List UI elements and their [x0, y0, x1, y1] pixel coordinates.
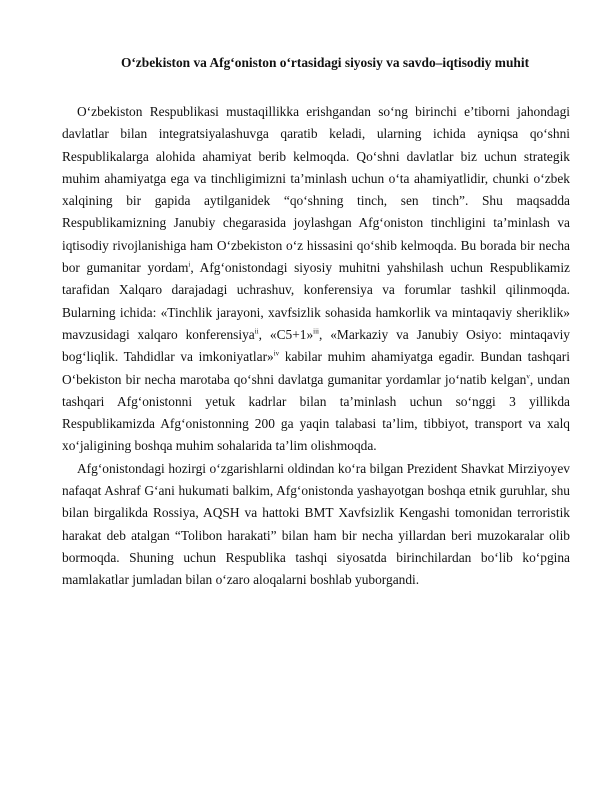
- paragraph-2: Afg‘onistondagi hozirgi o‘zgarishlarni oldindan ko‘ra bilgan Prezident Shavkat Mirziyoyev nafaqat Ashraf G‘ani hukumati balkim, Afg‘onistonda yashayotgan boshqa etnik guruhlar, shu bilan birgalikda Rossiya, AQSH va hattoki BMT Xavfsizlik Kengashi tomonidan terroristik harakat deb atalgan “Tolibon harakati” bilan ham bir necha yillardan beri muzokaralar olib bormoqda. Shuning uchun Respublika tashqi siyosatda birinchilardan bo‘lib ko‘pgina mamlakatlar jumladan bilan o‘zaro aloqalarni boshlab yuborgandi.: [62, 460, 570, 588]
- footnote-ref-5[interactable]: v: [526, 372, 530, 381]
- footnote-ref-4[interactable]: iv: [273, 349, 280, 358]
- paragraph-1-text-3: , «C5+1»: [258, 326, 314, 342]
- footnote-ref-1[interactable]: i: [188, 260, 191, 269]
- footnote-ref-3[interactable]: iii: [313, 327, 319, 336]
- paragraph-1-text-2: , Afg‘onistondagi siyosiy muhitni yahshilash uchun Respublikamiz tarafidan Xalqaro darajadagi uchrashuv, konferensiya va forumlar tashkil qilinmoqda. Bularning ichida: «Tinchlik jarayoni, xavfsizlik sohasida hamkorlik va mintaqaviy sheriklik» mavzusidagi xalqaro konferensiya: [62, 260, 570, 342]
- paragraph-1-text-5: kabilar muhim ahamiyatga egadir. Bundan tashqari O‘bekiston bir necha marotaba qo‘shni davlatga gumanitar yordamlar jo‘natib kelgan: [62, 349, 570, 387]
- paragraph-1-text-6: , undan tashqari Afg‘onistonni yetuk kadrlar bilan ta’minlash uchun so‘nggi 3 yillikda Respublikamizda Afg‘onistonning 200 ga yaqin talabasi ta’lim, tibbiyot, transport va xalq xo‘jaligining boshqa muhim sohalarida ta’lim olishmoqda.: [62, 371, 570, 454]
- paragraph-1: [62, 101, 570, 458]
- paragraph-1-text-1: O‘zbekiston Respublikasi mustaqillikka erishgandan so‘ng birinchi e’tiborni jahondagi davlatlar bilan integratsiyalashuvga qaratib keladi, ularning ichida ayniqsa qo‘shni Respublikalarga alohida ahamiyat berib kelmoqda. Qo‘shni davlatlar biz uchun strategik muhim ahamiyatga ega va tinchligimizni ta’minlash uchun o‘ta ahamiyatlidir, chunki o‘zbek xalqining bir gapida aytilganidek “qo‘shning tinch, sen tinch”. Shu maqsadda Respublikamizning Janubiy chegarasida joylashgan Afg‘oniston tinchligini ta’minlash va iqtisodiy rivojlanishiga ham O‘zbekiston o‘z hissasini qo‘shib kelmoqda. Bu borada bir necha bor gumanitar yordam: [62, 104, 570, 276]
- document-page: [62, 52, 570, 592]
- paragraph-1-text-4: , «Markaziy va Janubiy Osiyo: mintaqaviy bog‘liqlik. Tahdidlar va imkoniyatlar»: [62, 326, 570, 365]
- document-title: O‘zbekiston va Afg‘oniston o‘rtasidagi siyosiy va savdo–iqtisodiy muhit: [120, 55, 530, 70]
- footnote-ref-2[interactable]: ii: [254, 327, 259, 336]
